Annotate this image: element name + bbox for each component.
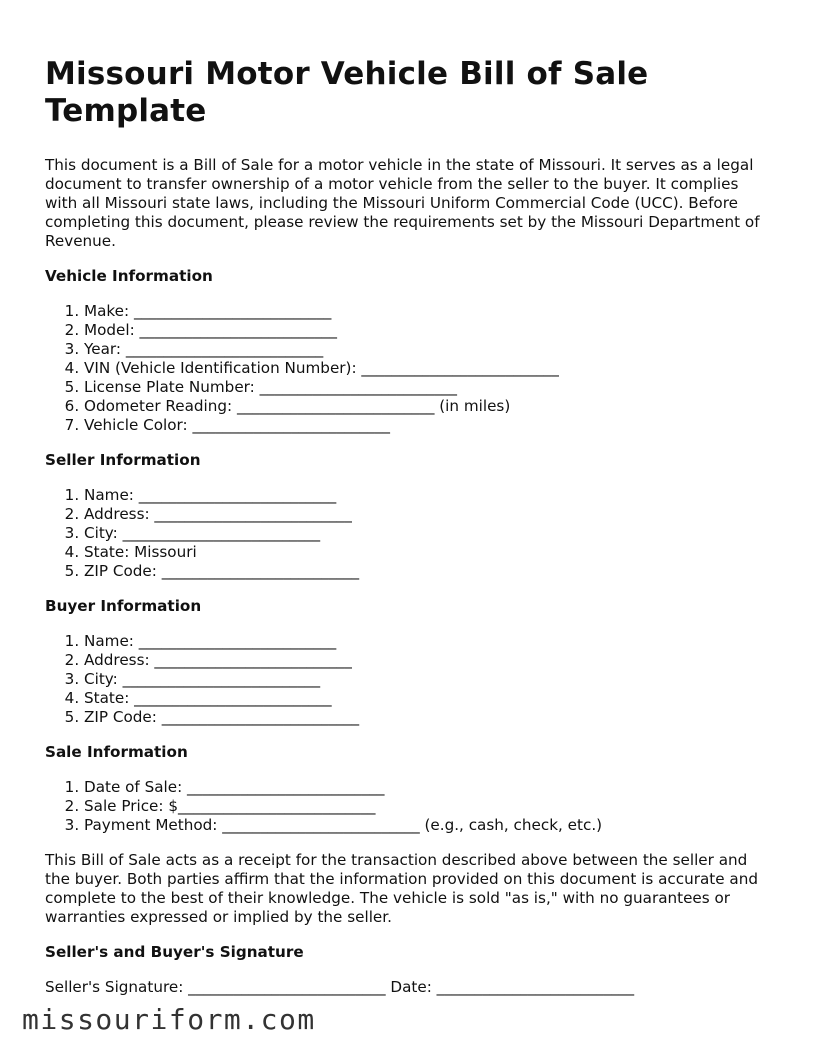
sale-info-list: [45, 778, 775, 835]
buyer-state-item: 4. State: __________________________: [84, 689, 775, 708]
seller-state-item: 4. State: Missouri: [84, 543, 775, 562]
signature-section-heading: Seller's and Buyer's Signature: [45, 943, 304, 961]
seller-city-item: 3. City: __________________________: [84, 524, 775, 543]
seller-section-heading: Seller Information: [45, 451, 201, 469]
seller-zip-item: 5. ZIP Code: __________________________: [84, 562, 775, 581]
seller-address-item: 2. Address: __________________________: [84, 505, 775, 524]
vehicle-vin-item: 4. VIN (Vehicle Identification Number): __________________________: [84, 359, 775, 378]
vehicle-color-item: 7. Vehicle Color: __________________________: [84, 416, 775, 435]
buyer-section-heading: Buyer Information: [45, 597, 202, 615]
closing-paragraph: This Bill of Sale acts as a receipt for the transaction described above between the seller and the buyer. Both parties affirm that the information provided on this document is accurate and complete to the best of their knowledge. The vehicle is sold "as is," with no guarantees or warranties expressed or implied by the seller.: [45, 851, 759, 926]
document-title: Missouri Motor Vehicle Bill of Sale Template: [45, 56, 649, 129]
buyer-city-item: 3. City: __________________________: [84, 670, 775, 689]
vehicle-model-item: 2. Model: __________________________: [84, 321, 775, 340]
sale-payment-item: 3. Payment Method: __________________________ (e.g., cash, check, etc.): [84, 816, 775, 835]
vehicle-section-heading: Vehicle Information: [45, 267, 213, 285]
document-page: [45, 56, 775, 997]
seller-signature-line: Seller's Signature: __________________________ Date: __________________________: [45, 978, 635, 996]
vehicle-info-list: [45, 302, 775, 435]
vehicle-make-item: 1. Make: __________________________: [84, 302, 775, 321]
vehicle-plate-item: 5. License Plate Number: __________________________: [84, 378, 775, 397]
seller-info-list: [45, 486, 775, 581]
buyer-zip-item: 5. ZIP Code: __________________________: [84, 708, 775, 727]
buyer-name-item: 1. Name: __________________________: [84, 632, 775, 651]
sale-date-item: 1. Date of Sale: __________________________: [84, 778, 775, 797]
buyer-info-list: [45, 632, 775, 727]
sale-section-heading: Sale Information: [45, 743, 188, 761]
sale-price-item: 2. Sale Price: $__________________________: [84, 797, 775, 816]
buyer-address-item: 2. Address: __________________________: [84, 651, 775, 670]
vehicle-odometer-item: 6. Odometer Reading: __________________________ (in miles): [84, 397, 775, 416]
site-watermark: missouriform.com: [22, 1003, 316, 1036]
vehicle-year-item: 3. Year: __________________________: [84, 340, 775, 359]
seller-name-item: 1. Name: __________________________: [84, 486, 775, 505]
intro-paragraph: This document is a Bill of Sale for a motor vehicle in the state of Missouri. It serves as a legal document to transfer ownership of a motor vehicle from the seller to the buyer. It complies with all Missouri state laws, including the Missouri Uniform Commercial Code (UCC). Before completing this document, please review the requirements set by the Missouri Department of Revenue.: [45, 156, 760, 250]
